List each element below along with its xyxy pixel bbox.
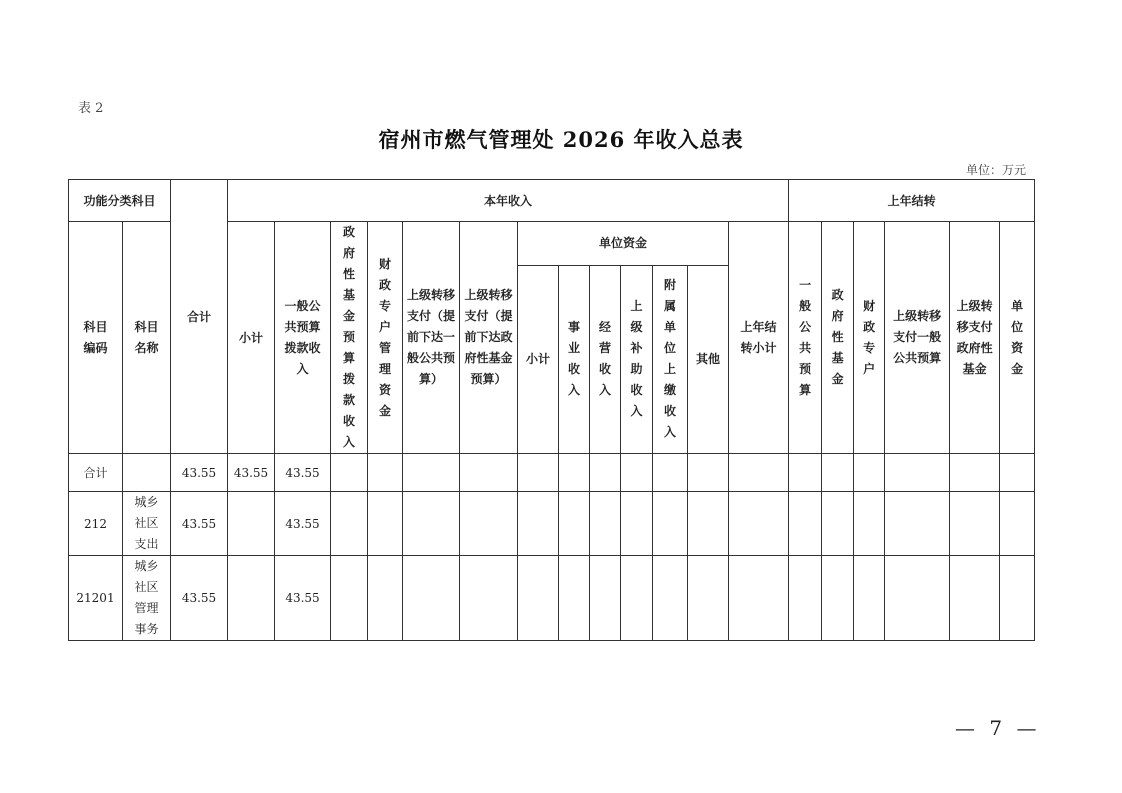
table-label: 表 2: [78, 101, 104, 116]
header-business-income: 事业收入: [559, 265, 590, 453]
header-functional-category: 功能分类科目: [69, 180, 171, 222]
header-subject-name: 科目名称: [123, 222, 171, 454]
header-carry-fiscal-special: 财政专户: [854, 222, 885, 454]
header-general-public-budget-allocation: 一般公共预算拨款收入: [275, 222, 331, 454]
header-affiliated-remit-income: 附属单位上缴收入: [653, 265, 688, 453]
row-general-public: 43.55: [275, 454, 331, 492]
row-total: 43.55: [171, 492, 228, 556]
row-general-public: 43.55: [275, 556, 331, 641]
header-carry-gov-fund: 政府性基金: [822, 222, 854, 454]
table-row: [69, 492, 1035, 556]
row-code: 212: [69, 492, 123, 556]
header-upper-subsidy-income: 上级补助收入: [621, 265, 653, 453]
header-carry-upper-transfer-general: 上级转移支付一般公共预算: [885, 222, 950, 454]
row-total: 43.55: [171, 556, 228, 641]
header-unit-subtotal: 小计: [518, 265, 559, 453]
row-subtotal: [228, 492, 275, 556]
page-number: — 7 —: [955, 716, 1041, 740]
row-name: 城乡社区支出: [123, 492, 171, 556]
row-name: [123, 454, 171, 492]
row-subtotal: [228, 556, 275, 641]
header-upper-transfer-gov-fund: 上级转移支付（提前下达政府性基金预算）: [460, 222, 518, 454]
header-last-year-carryover: 上年结转: [789, 180, 1035, 222]
header-carry-upper-transfer-gov-fund: 上级转移支付政府性基金: [950, 222, 1000, 454]
row-subtotal: 43.55: [228, 454, 275, 492]
row-name: 城乡社区管理事务: [123, 556, 171, 641]
header-carry-subtotal: 上年结转小计: [729, 222, 789, 454]
header-other: 其他: [688, 265, 729, 453]
header-carry-general-public-budget: 一般公共预算: [789, 222, 822, 454]
header-operating-income: 经营收入: [590, 265, 621, 453]
table-row: [69, 454, 1035, 492]
header-upper-transfer-general: 上级转移支付（提前下达一般公共预算）: [403, 222, 460, 454]
page-title: 宿州市燃气管理处 2026 年收入总表: [378, 127, 744, 152]
row-total: 43.55: [171, 454, 228, 492]
row-general-public: 43.55: [275, 492, 331, 556]
header-unit-funds: 单位资金: [518, 222, 729, 266]
header-subtotal: 小计: [228, 222, 275, 454]
unit-label: 单位：万元: [965, 163, 1026, 177]
header-fiscal-special-management: 财政专户管理资金: [368, 222, 403, 454]
income-summary-table: [68, 179, 1035, 641]
header-carry-unit-funds: 单位资金: [1000, 222, 1035, 454]
row-code: 21201: [69, 556, 123, 641]
table-row: [69, 556, 1035, 641]
header-subject-code: 科目编码: [69, 222, 123, 454]
header-current-year-income: 本年收入: [228, 180, 789, 222]
header-gov-fund-budget-allocation: 政府性基金预算拨款收入: [331, 222, 368, 454]
row-code: 合计: [69, 454, 123, 492]
header-total: 合计: [171, 180, 228, 454]
